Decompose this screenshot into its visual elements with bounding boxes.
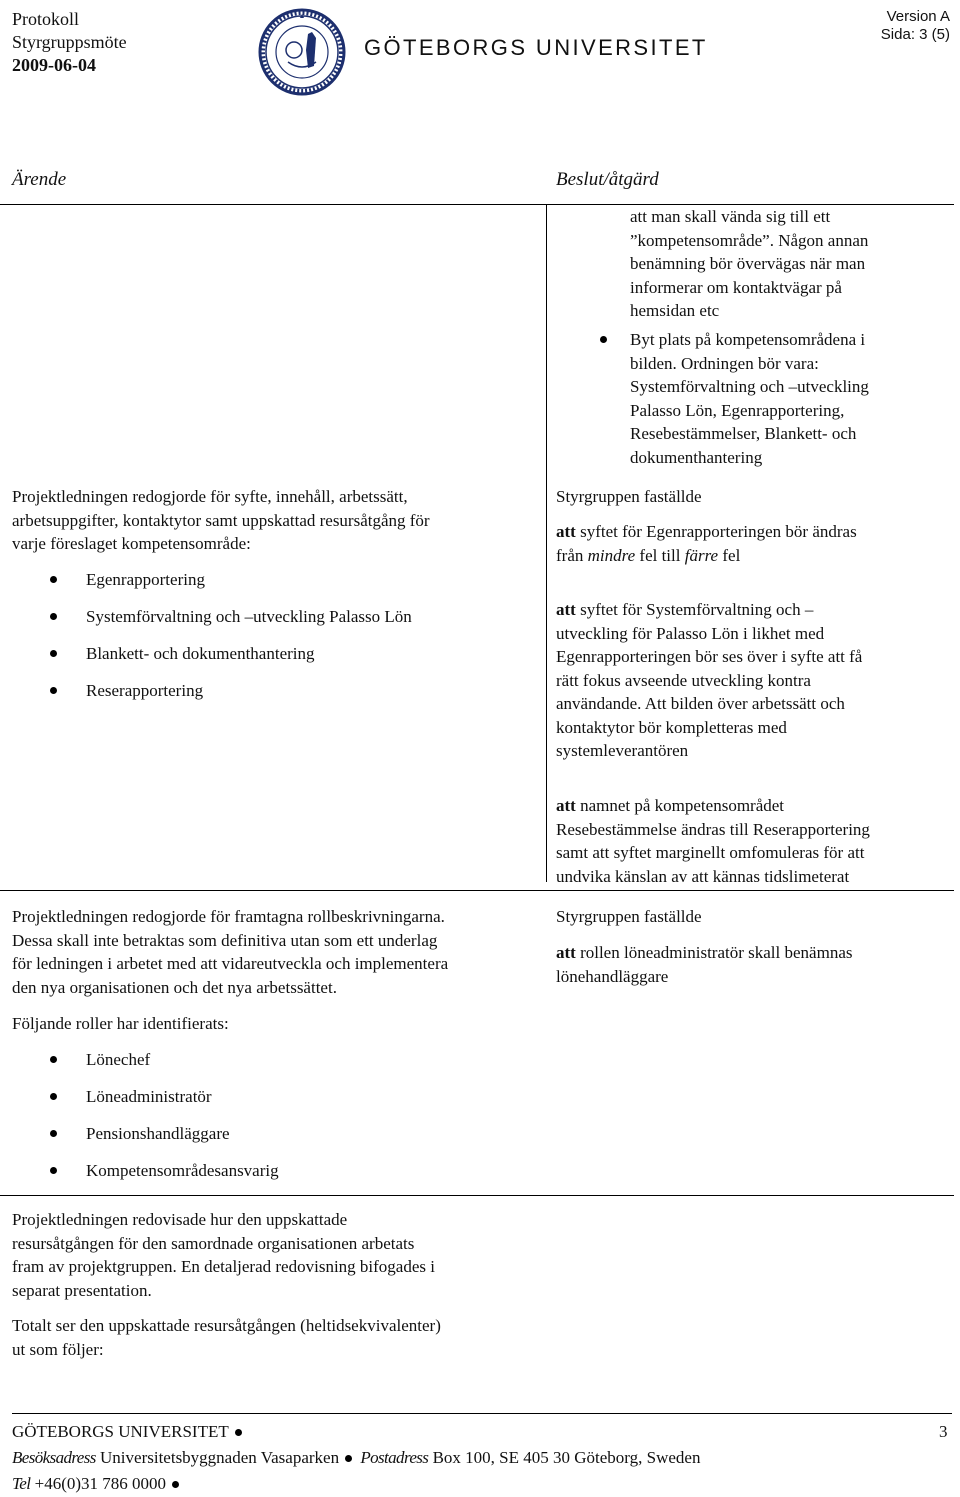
text-line: dokumenthantering	[630, 447, 763, 467]
tel-label: Tel	[12, 1474, 31, 1493]
text-line: för ledningen i arbetet med att vidareutveckla och implementera	[12, 954, 449, 973]
footer-rule	[12, 1413, 952, 1414]
text-line: ”kompetensområde”. Någon annan	[630, 230, 869, 250]
section1-decision-3	[556, 794, 870, 888]
text-line: undvika känslan av att kännas tidslimeterat	[556, 866, 850, 886]
meeting-name: Styrgruppsmöte	[12, 32, 127, 52]
list-item: Reserapportering	[12, 679, 412, 703]
text-line: ut som följer:	[12, 1339, 104, 1359]
bullet-icon	[50, 613, 57, 620]
column-header-arende: Ärende	[12, 169, 67, 190]
footer-address	[12, 1446, 700, 1470]
text-line: Byt plats på kompetensområdena i	[630, 330, 866, 349]
section3-paragraph-2	[12, 1314, 441, 1361]
section2-decision-heading: Styrgruppen faställde	[556, 907, 702, 926]
post-value: Box 100, SE 405 30 Göteborg, Sweden	[432, 1448, 701, 1467]
bullet-icon	[50, 687, 57, 694]
text-line: Egenrapporteringen bör ses över i syfte att få	[556, 647, 863, 666]
text-line: systemleverantören	[556, 741, 689, 760]
text-line: samt att syftet marginellt omfomuleras för att	[556, 843, 865, 862]
text-line: att syftet för Systemförvaltning och –	[556, 600, 814, 619]
text-line: Projektledningen redovisade hur den uppskattade	[12, 1210, 348, 1229]
footer-university: GÖTEBORGS UNIVERSITET	[12, 1420, 246, 1444]
bullet-icon	[172, 1481, 179, 1488]
doc-type: Protokoll	[12, 9, 80, 29]
tel-value: +46(0)31 786 0000	[34, 1474, 167, 1493]
text-line: varje föreslaget kompetensområde:	[12, 534, 251, 553]
list-item: Egenrapportering	[12, 568, 412, 592]
text-line: fram av projektgruppen. En detaljerad redovisning bifogades i	[12, 1257, 435, 1276]
text-line: benämning bör övervägas när man	[630, 254, 866, 273]
text-line: Resebestämmelse ändras till Reserapportering	[556, 819, 870, 839]
version-label: Version A	[886, 8, 950, 25]
bullet-icon	[50, 1167, 57, 1174]
bullet-icon	[345, 1455, 352, 1462]
bullet-icon	[600, 336, 607, 343]
header-right	[881, 8, 950, 44]
text-line: att rollen löneadministratör skall benämnas	[556, 943, 853, 962]
text-line: resursåtgången för den samordnade organisationen arbetats	[12, 1233, 415, 1253]
bullet-icon	[50, 1130, 57, 1137]
column-header-beslut: Beslut/åtgärd	[556, 169, 659, 190]
text-line: att man skall vända sig till ett	[630, 207, 831, 226]
section1-intro	[12, 485, 430, 556]
list-item: Lönechef	[12, 1048, 279, 1072]
text-line: Totalt ser den uppskattade resursåtgången (heltidsekvivalenter)	[12, 1316, 441, 1335]
university-seal-icon	[258, 6, 346, 98]
competence-area-list	[12, 568, 412, 703]
bullet-icon	[50, 576, 57, 583]
section1-decision-heading: Styrgruppen faställde	[556, 487, 702, 506]
text-line: Projektledningen redogjorde för framtagna rollbeskrivningarna.	[12, 907, 445, 926]
text-line: arbetsuppgifter, kontaktytor samt uppskattad resursåtgång för	[12, 510, 430, 530]
footer-page-number: 3	[939, 1422, 948, 1441]
roles-intro: Följande roller har identifierats:	[12, 1014, 229, 1033]
section1-decision-2	[556, 598, 862, 763]
footer-phone	[12, 1472, 183, 1496]
text-line: rätt fokus avseende utveckling kontra	[556, 670, 811, 690]
bullet-icon	[50, 1093, 57, 1100]
text-line: från mindre fel till färre fel	[556, 545, 741, 565]
list-item: Systemförvaltning och –utveckling Palasso Lön	[12, 605, 412, 629]
text-line: bilden. Ordningen bör vara:	[630, 353, 819, 373]
text-line: Systemförvaltning och –utveckling	[630, 377, 869, 396]
section3-paragraph-1	[12, 1208, 435, 1302]
text-line: hemsidan etc	[630, 301, 720, 320]
continuation-bullet	[630, 328, 869, 469]
section1-decision-1	[556, 520, 857, 567]
bullet-icon	[50, 1056, 57, 1063]
section2-decision-1	[556, 941, 852, 988]
text-line: Dessa skall inte betraktas som definitiva utan som ett underlag	[12, 930, 438, 950]
bullet-icon	[50, 650, 57, 657]
continuation-text	[630, 205, 868, 323]
roles-list	[12, 1048, 279, 1183]
text-line: den nya organisationen och det nya arbetssättet.	[12, 977, 337, 997]
list-item: Kompetensområdesansvarig	[12, 1159, 279, 1183]
row-rule	[0, 1195, 954, 1196]
text-line: informerar om kontaktvägar på	[630, 277, 842, 297]
text-line: Resebestämmelser, Blankett- och	[630, 424, 857, 443]
section2-intro	[12, 905, 448, 999]
page-label: Sida: 3 (5)	[880, 26, 950, 43]
text-line: utveckling för Palasso Lön i likhet med	[556, 623, 825, 643]
visit-label: Besöksadress	[12, 1448, 96, 1467]
header-left	[12, 8, 127, 77]
text-line: Projektledningen redogjorde för syfte, innehåll, arbetssätt,	[12, 487, 408, 506]
list-item: Löneadministratör	[12, 1085, 279, 1109]
post-label: Postadress	[360, 1448, 429, 1467]
text-line: att namnet på kompetensområdet	[556, 796, 785, 815]
column-divider	[546, 204, 547, 882]
text-line: kontaktytor bör kompletteras med	[556, 717, 787, 737]
text-line: Palasso Lön, Egenrapportering,	[630, 400, 845, 420]
text-line: lönehandläggare	[556, 966, 669, 986]
visit-value: Universitetsbyggnaden Vasaparken	[100, 1448, 340, 1467]
text-line: att syftet för Egenrapporteringen bör ändras	[556, 522, 857, 541]
list-item: Pensionshandläggare	[12, 1122, 279, 1146]
row-rule	[0, 890, 954, 891]
meeting-date: 2009-06-04	[12, 55, 96, 75]
bullet-icon	[235, 1429, 242, 1436]
list-item: Blankett- och dokumenthantering	[12, 642, 412, 666]
university-name: GÖTEBORGS UNIVERSITET	[364, 35, 708, 60]
text-line: användande. Att bilden över arbetssätt och	[556, 694, 845, 713]
text-line: separat presentation.	[12, 1280, 152, 1300]
